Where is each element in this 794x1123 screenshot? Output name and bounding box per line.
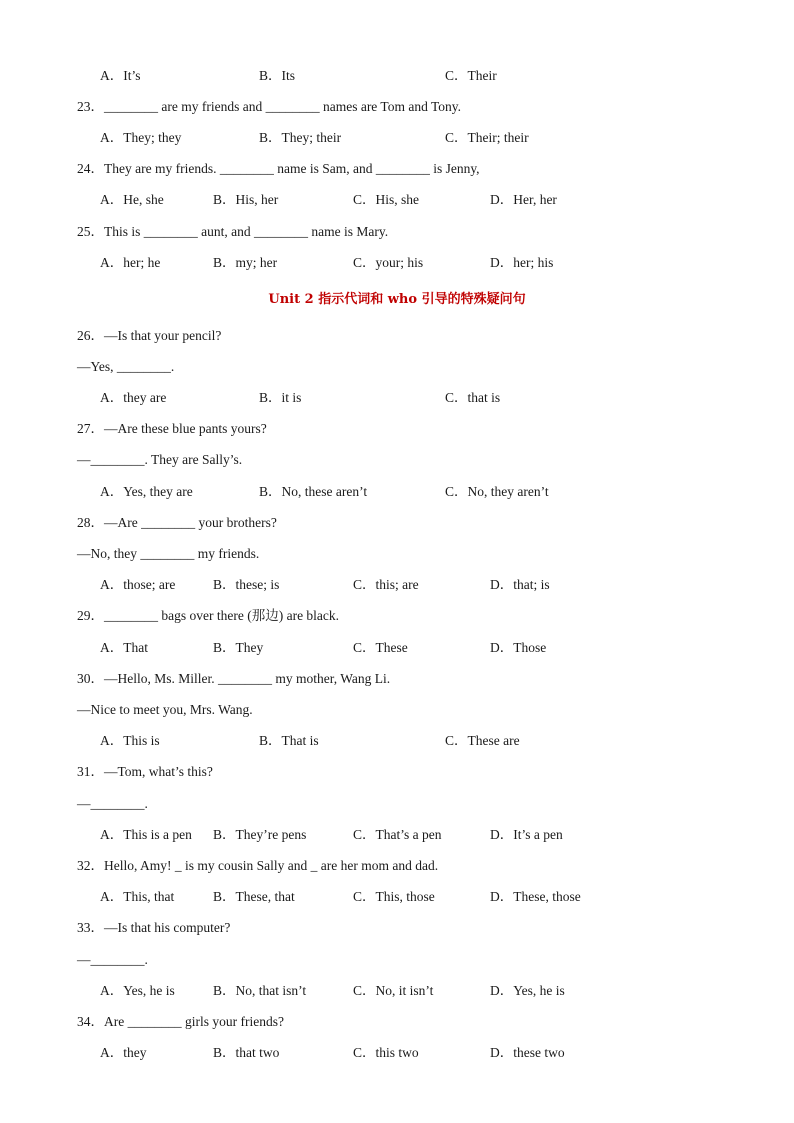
option-a[interactable]: A．This, that (100, 889, 175, 904)
question-stem: 27．—Are these blue pants yours? (77, 421, 267, 436)
option-c[interactable]: C．Their; their (445, 130, 529, 145)
question-stem: 31．—Tom, what’s this? (77, 764, 213, 779)
option-b[interactable]: B．that two (213, 1045, 280, 1060)
question-stem: 32．Hello, Amy! _ is my cousin Sally and _ are her mom and dad. (77, 858, 439, 873)
option-c[interactable]: C．No, they aren’t (445, 484, 549, 499)
option-a[interactable]: A．Yes, they are (100, 484, 193, 499)
option-c[interactable]: C．Their (445, 68, 497, 83)
option-a[interactable]: A．This is a pen (100, 827, 192, 842)
option-a[interactable]: A．those; are (100, 577, 176, 592)
option-a[interactable]: A．That (100, 640, 148, 655)
option-c[interactable]: C．These are (445, 733, 520, 748)
option-a[interactable]: A．It’s (100, 68, 141, 83)
option-b[interactable]: B．They; their (259, 130, 342, 145)
answer-line: —No, they ________ my friends. (77, 546, 260, 561)
option-a[interactable]: A．they are (100, 390, 167, 405)
question-stem: 29．________ bags over there (那边) are black. (77, 608, 340, 623)
option-a[interactable]: A．They; they (100, 130, 182, 145)
option-b[interactable]: B．No, that isn’t (213, 983, 307, 998)
option-b[interactable]: B．His, her (213, 192, 279, 207)
option-d[interactable]: D．Yes, he is (490, 983, 565, 998)
question-stem: 24．They are my friends. ________ name is Sam, and ________ is Jenny, (77, 161, 480, 176)
option-b[interactable]: B．Its (259, 68, 296, 83)
option-c[interactable]: C．this two (353, 1045, 419, 1060)
option-b[interactable]: B．They (213, 640, 264, 655)
question-stem: 26．—Is that your pencil? (77, 328, 222, 343)
answer-line: —________. (77, 952, 148, 967)
option-b[interactable]: B．That is (259, 733, 319, 748)
option-c[interactable]: C．No, it isn’t (353, 983, 434, 998)
option-c[interactable]: C．These (353, 640, 408, 655)
answer-line: —Nice to meet you, Mrs. Wang. (77, 702, 253, 717)
option-d[interactable]: D．These, those (490, 889, 581, 904)
option-c[interactable]: C．His, she (353, 192, 420, 207)
question-stem: 25．This is ________ aunt, and ________ name is Mary. (77, 224, 389, 239)
option-d[interactable]: D．that; is (490, 577, 550, 592)
question-stem: 34．Are ________ girls your friends? (77, 1014, 284, 1029)
option-b[interactable]: B．They’re pens (213, 827, 307, 842)
answer-line: —________. (77, 796, 148, 811)
answer-line: —Yes, ________. (77, 359, 175, 374)
option-a[interactable]: A．This is (100, 733, 160, 748)
option-b[interactable]: B．my; her (213, 255, 278, 270)
option-c[interactable]: C．this; are (353, 577, 419, 592)
option-c[interactable]: C．that is (445, 390, 501, 405)
question-stem: 33．—Is that his computer? (77, 920, 231, 935)
option-a[interactable]: A．they (100, 1045, 147, 1060)
option-d[interactable]: D．her; his (490, 255, 554, 270)
option-c[interactable]: C．your; his (353, 255, 424, 270)
option-b[interactable]: B．These, that (213, 889, 295, 904)
option-c[interactable]: C．That’s a pen (353, 827, 442, 842)
option-d[interactable]: D．these two (490, 1045, 565, 1060)
option-d[interactable]: D．It’s a pen (490, 827, 563, 842)
option-b[interactable]: B．these; is (213, 577, 280, 592)
option-a[interactable]: A．He, she (100, 192, 164, 207)
question-stem: 30．—Hello, Ms. Miller. ________ my mother, Wang Li. (77, 671, 391, 686)
option-d[interactable]: D．Her, her (490, 192, 557, 207)
option-c[interactable]: C．This, those (353, 889, 435, 904)
option-b[interactable]: B．No, these aren’t (259, 484, 368, 499)
option-a[interactable]: A．her; he (100, 255, 161, 270)
option-a[interactable]: A．Yes, he is (100, 983, 175, 998)
question-stem: 28．—Are ________ your brothers? (77, 515, 277, 530)
question-stem: 23．________ are my friends and ________ names are Tom and Tony. (77, 99, 462, 114)
answer-line: —________. They are Sally’s. (77, 452, 243, 467)
option-b[interactable]: B．it is (259, 390, 302, 405)
option-d[interactable]: D．Those (490, 640, 547, 655)
section-heading: Unit 2 指示代词和 who 引导的特殊疑问句 (268, 292, 526, 307)
